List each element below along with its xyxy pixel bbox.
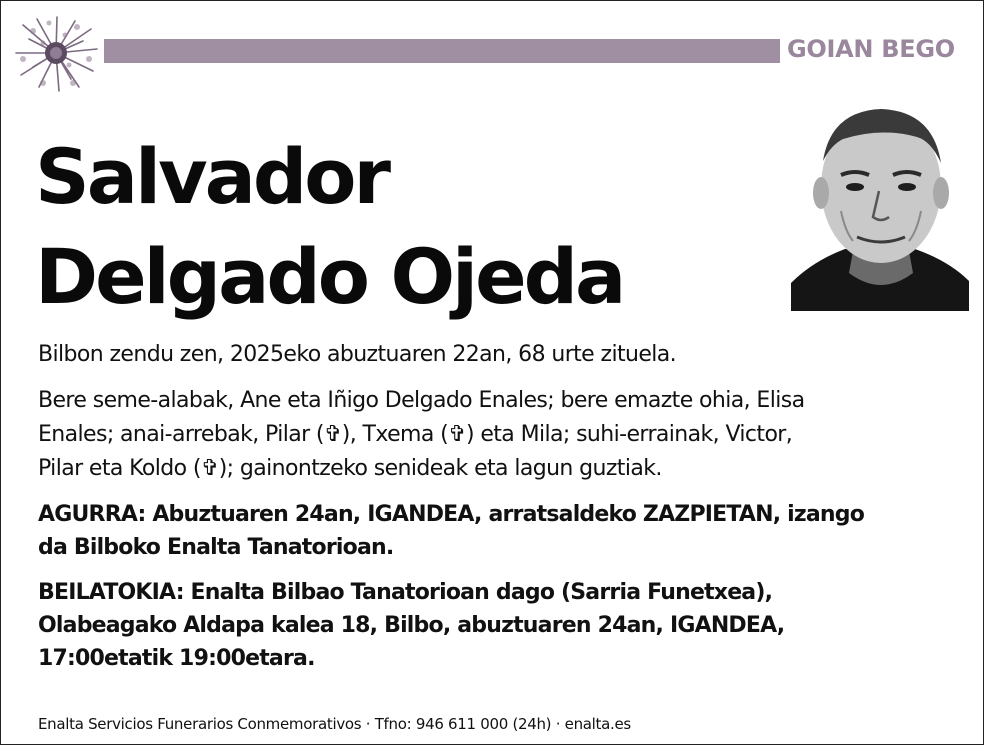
family-paragraph [38, 384, 938, 486]
family-line: Pilar eta Koldo (✞); gainontzeko senideak eta lagun guztiak. [38, 456, 662, 481]
farewell-line: AGURRA: Abuztuaren 24an, IGANDEA, arratsaldeko ZAZPIETAN, izango [38, 502, 865, 527]
family-line: Bere seme-alabak, Ane eta Iñigo Delgado Enales; bere emazte ohia, Elisa [38, 388, 805, 413]
announcement-body [38, 338, 938, 687]
header-tag: GOIAN BEGO [787, 35, 955, 63]
death-line: Bilbon zendu zen, 2025eko abuztuaren 22an, 68 urte zituela. [38, 342, 677, 367]
wake-line: Olabeagako Aldapa kalea 18, Bilbo, abuztuaren 24an, IGANDEA, [38, 613, 785, 638]
wake-paragraph [38, 576, 938, 675]
floral-wreath-icon [13, 13, 99, 93]
portrait-photo [791, 101, 969, 311]
deceased-surnames: Delgado Ojeda [35, 232, 624, 321]
wake-line: BEILATOKIA: Enalta Bilbao Tanatorioan dago (Sarria Funetxea), [38, 580, 773, 605]
funeral-home-footer: Enalta Servicios Funerarios Conmemorativos · Tfno: 946 611 000 (24h) · enalta.es [38, 715, 631, 733]
header-bar [104, 39, 780, 63]
farewell-paragraph [38, 498, 938, 564]
family-line: Enales; anai-arrebak, Pilar (✞), Txema (✞) eta Mila; suhi-errainak, Victor, [38, 422, 793, 447]
wake-line: 17:00etatik 19:00etara. [38, 646, 315, 671]
deceased-name [35, 127, 623, 327]
deceased-first-name: Salvador [35, 132, 388, 221]
farewell-line: da Bilboko Enalta Tanatorioan. [38, 535, 394, 560]
